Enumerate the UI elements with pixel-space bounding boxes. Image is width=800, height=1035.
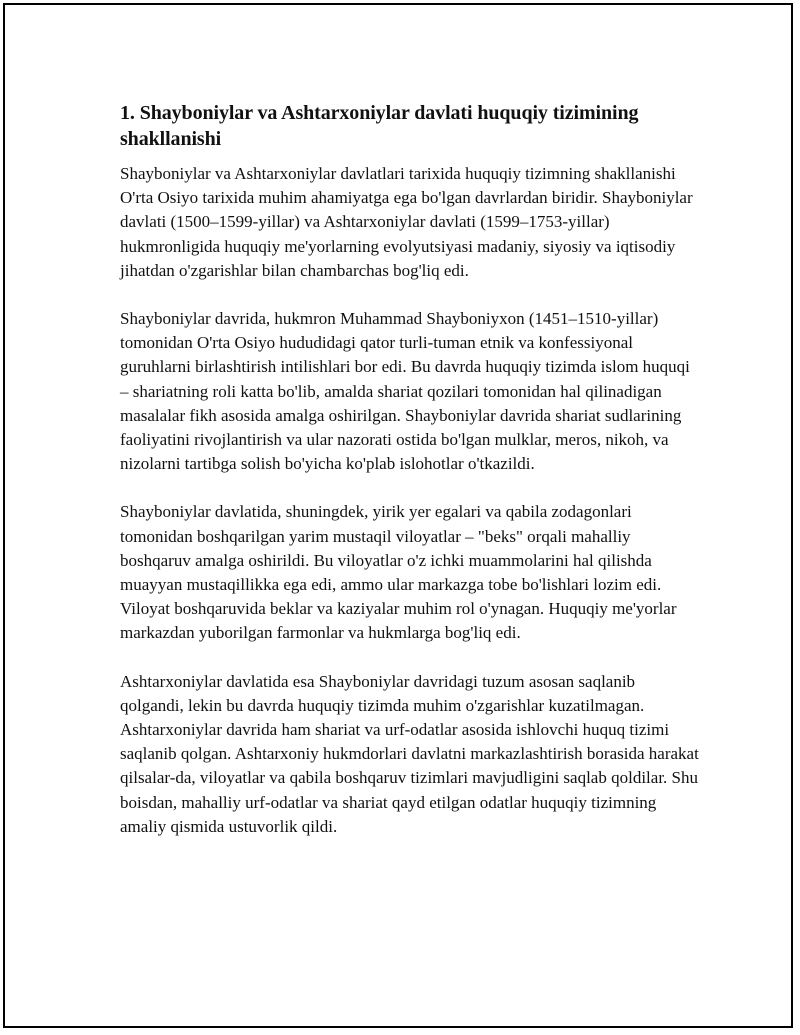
section-title: 1. Shayboniylar va Ashtarxoniylar davlati huquqiy tizimining shakllanishi xyxy=(120,102,639,150)
paragraph-3: Shayboniylar davlatida, shuningdek, yirik yer egalari va qabila zodagonlari tomonidan boshqarilgan yarim mustaqil viloyatlar – "beks" orqali mahalliy boshqaruv amalga oshirildi. Bu viloyatlar o'z ichki muammolarini hal qilishda muayyan mustaqillikka ega edi, ammo ular markazga tobe bo'lishlari lozim edi. Viloyat boshqaruvida beklar va kaziyalar muhim rol o'ynagan. Huquqiy me'yorlar markazdan yuborilgan farmonlar va hukmlarga bog'liq edi. xyxy=(120,502,677,643)
paragraph-4: Ashtarxoniylar davlatida esa Shayboniylar davridagi tuzum asosan saqlanib qolgandi, lekin bu davrda huquqiy tizimda muhim o'zgarishlar kuzatilmagan. Ashtarxoniylar davrida ham shariat va urf-odatlar asosida ishlovchi huquq tizimi saqlanib qolgan. Ashtarxoniy hukmdorlari davlatni markazlashtirish borasida harakat qilsalar-da, viloyatlar va qabila boshqaruv tizimlari mavjudligini saqlab qoldilar. Shu boisdan, mahalliy urf-odatlar va shariat qayd etilgan odatlar huquqiy tizimning amaliy qismida ustuvorlik qildi. xyxy=(120,671,699,836)
paragraph-2: Shayboniylar davrida, hukmron Muhammad Shayboniyxon (1451–1510-yillar) tomonidan O'rta Osiyo hududidagi qator turli-tuman etnik va konfessiyonal guruhlarni birlashtirish intilishlari bor edi. Bu davrda huquqiy tizimda islom huquqi – shariatning roli katta bo'lib, amalda shariat qozilari tomonidan hal qilinadigan masalalar fikh asosida amalga oshirilgan. Shayboniylar davrida shariat sudlarining faoliyatini rivojlantirish va ular nazorati ostida bo'lgan mulklar, meros, nikoh, va nizolarni tartibga solish bo'yicha ko'plab islohotlar o'tkazildi. xyxy=(120,309,690,474)
document-body xyxy=(120,100,700,863)
page-frame xyxy=(3,3,793,1028)
paragraph-1: Shayboniylar va Ashtarxoniylar davlatlari tarixida huquqiy tizimning shakllanishi O'rta Osiyo tarixida muhim ahamiyatga ega bo'lgan davrlardan biridir. Shayboniylar davlati (1500–1599-yillar) va Ashtarxoniylar davlati (1599–1753-yillar) hukmronligida huquqiy me'yorlarning evolyutsiyasi madaniy, siyosiy va iqtisodiy jihatdan o'zgarishlar bilan chambarchas bog'liq edi. xyxy=(120,164,693,280)
